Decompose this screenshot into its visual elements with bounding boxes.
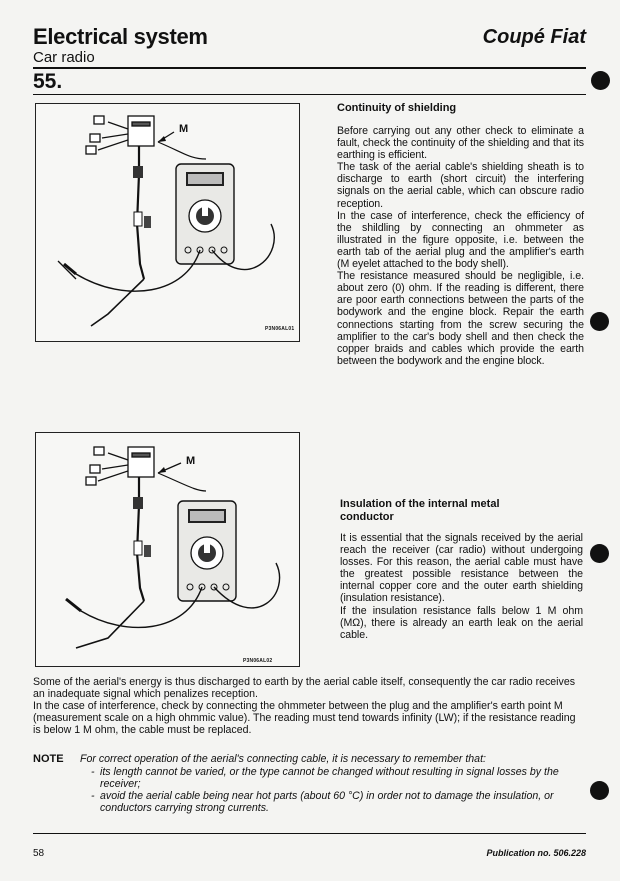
- paragraph: It is essential that the signals received by the aerial reach the receiver (car radio) without undergoing losses. For this reason, the aerial cable must have the greatest possible resistance between the internal copper core and the outer earth shielding (insulation resistance).: [340, 532, 583, 605]
- publication-number: Publication no. 506.228: [486, 848, 586, 858]
- page-number: 58: [33, 848, 45, 859]
- multimeter-diagram: [36, 433, 299, 666]
- continuity-text: [337, 125, 584, 367]
- paragraph: The task of the aerial cable's shielding sheath is to discharge to earth (short circuit) the interfering signals on the aerial cable, which can obscure radio reception.: [337, 161, 584, 210]
- note-label: NOTE: [33, 753, 64, 765]
- paragraph: Before carrying out any other check to eliminate a fault, check the continuity of the shielding and that its earthing is efficient.: [337, 125, 584, 162]
- binder-hole-icon: [590, 781, 609, 800]
- multimeter-icon: [178, 501, 236, 601]
- brand-name: Coupé Fiat: [482, 26, 586, 48]
- multimeter-icon: [176, 164, 234, 264]
- section-rule: [33, 94, 586, 95]
- header-rule: [33, 67, 586, 69]
- section-number: 55.: [33, 70, 63, 93]
- page-subtitle: Car radio: [33, 49, 95, 66]
- binder-hole-icon: [591, 71, 610, 90]
- note-list: [91, 766, 586, 814]
- paragraph: If the insulation resistance falls below 1 M ohm (MΩ), there is already an earth leak on the aerial cable.: [340, 604, 583, 641]
- insulation-text: [340, 532, 583, 641]
- note-intro: For correct operation of the aerial's connecting cable, it is necessary to remember that:: [80, 753, 486, 765]
- binder-hole-icon: [590, 312, 609, 331]
- multimeter-diagram: [36, 104, 299, 341]
- figure-code: P3N06AL02: [243, 658, 273, 664]
- heading-line: conductor: [340, 511, 394, 523]
- paragraph: In the case of interference, check by connecting the ohmmeter between the plug and the amplifier's earth point M (measurement scale on a high ohmmic value). The reading must tend towards infinity (LW); if the resistance reading is below 1 M ohm, the cable must be replaced.: [33, 700, 576, 737]
- section-heading-insulation: [340, 498, 500, 524]
- paragraph: Some of the aerial's energy is thus discharged to earth by the aerial cable itself, consequently the car radio receives an inadequate signal which penalizes reception.: [33, 676, 576, 701]
- figure-label-m: M: [186, 455, 196, 467]
- amplifier-icon: [86, 116, 154, 154]
- page-title: Electrical system: [33, 24, 208, 49]
- heading-line: Insulation of the internal metal: [340, 498, 500, 510]
- paragraph: In the case of interference, check the efficiency of the shildling by connecting an ohmmeter as illustrated in the figure opposite, i.e. between the earth tab of the aerial plug and the amplifier's earth (M eyelet attached to the body shell).: [337, 209, 584, 271]
- binder-hole-icon: [590, 544, 609, 563]
- figure-continuity-test: [35, 103, 300, 342]
- figure-label-m: M: [179, 123, 189, 135]
- amplifier-icon: [86, 447, 154, 485]
- section-heading-continuity: Continuity of shielding: [337, 102, 457, 114]
- note-item: - its length cannot be varied, or the type cannot be changed without resulting in signal losses by the receiver;: [91, 766, 586, 790]
- figure-code: P3N06AL01: [265, 326, 295, 332]
- figure-insulation-test: [35, 432, 300, 667]
- body-text: [33, 676, 584, 736]
- note-item: - avoid the aerial cable being near hot parts (about 60 °C) in order not to damage the insulation, or conductors carrying strong currents.: [91, 790, 586, 814]
- footer-rule: [33, 833, 586, 834]
- paragraph: The resistance measured should be negligible, i.e. about zero (0) ohm. If the reading is different, there are poor earth connections between the parts of the bodywork and the engine block. Repair the earth connections starting from the screw securing the amplifier to the car's body shell and then check the copper braids and cables which provide the earth between the bodywork and the engine block.: [337, 270, 584, 367]
